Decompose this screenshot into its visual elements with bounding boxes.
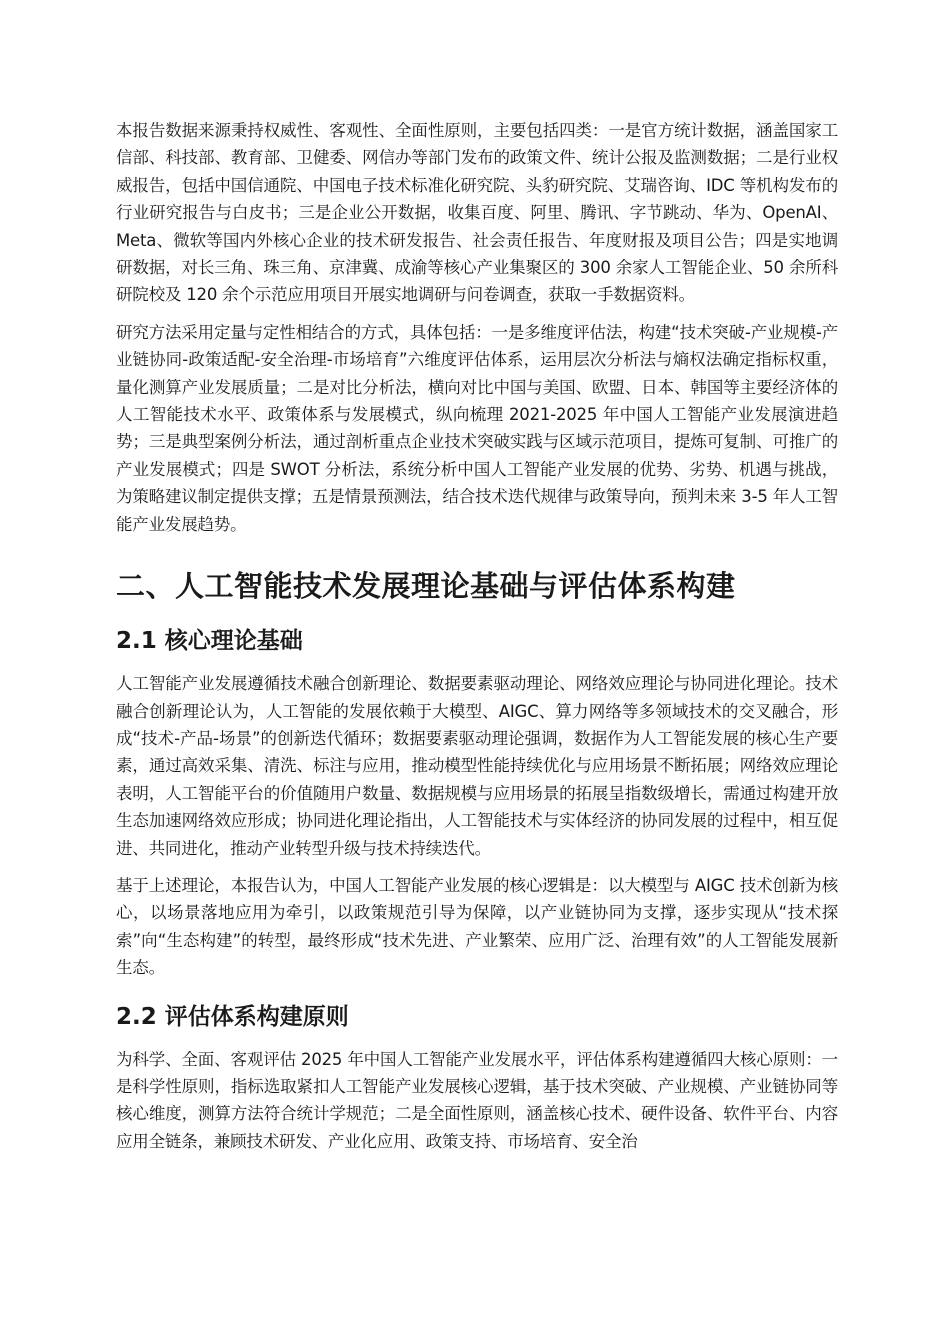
section-2-1-paragraph-theories: 人工智能产业发展遵循技术融合创新理论、数据要素驱动理论、网络效应理论与协同进化理论。技术融合创新理论认为，人工智能的发展依赖于大模型、AIGC、算力网络等多领域技术的交叉融合，形成“技术-产品-场景”的创新迭代循环；数据要素驱动理论强调，数据作为人工智能发展的核心生产要素，通过高效采集、清洗、标注与应用，推动模型性能持续优化与应用场景不断拓展；网络效应理论表明，人工智能平台的价值随用户数量、数据规模与应用场景的拓展呈指数级增长，需通过构建开放生态加速网络效应形成；协同进化理论指出，人工智能技术与实体经济的协同发展的过程中，相互促进、共同进化，推动产业转型升级与技术持续迭代。 bbox=[116, 674, 838, 858]
intro-paragraph-data-sources: 本报告数据来源秉持权威性、客观性、全面性原则，主要包括四类：一是官方统计数据，涵盖国家工信部、科技部、教育部、卫健委、网信办等部门发布的政策文件、统计公报及监测数据；二是行业权威报告，包括中国信通院、中国电子技术标准化研究院、头豹研究院、艾瑞咨询、IDC 等机构发布的行业研究报告与白皮书；三是企业公开数据，收集百度、阿里、腾讯、字节跳动、华为、OpenAI、Meta、微软等国内外核心企业的技术研发报告、社会责任报告、年度财报及项目公告；四是实地调研数据，对长三角、珠三角、京津冀、成渝等核心产业集聚区的 300 余家人工智能企业、50 余所科研院校及 120 余个示范应用项目开展实地调研与问卷调查，获取一手数据资料。 bbox=[116, 121, 838, 305]
intro-paragraph-research-methods: 研究方法采用定量与定性相结合的方式，具体包括：一是多维度评估法，构建“技术突破-产业规模-产业链协同-政策适配-安全治理-市场培育”六维度评估体系，运用层次分析法与熵权法确定指标权重，量化测算产业发展质量；二是对比分析法，横向对比中国与美国、欧盟、日本、韩国等主要经济体的人工智能技术水平、政策体系与发展模式，纵向梳理 2021-2025 年中国人工智能产业发展演进趋势；三是典型案例分析法，通过剖析重点企业技术突破实践与区域示范项目，提炼可复制、可推广的产业发展模式；四是 SWOT 分析法，系统分析中国人工智能产业发展的优势、劣势、机遇与挑战，为策略建议制定提供支撑；五是情景预测法，结合技术迭代规律与政策导向，预判未来 3-5 年人工智能产业发展趋势。 bbox=[116, 322, 838, 534]
chapter-heading: 二、人工智能技术发展理论基础与评估体系构建 bbox=[116, 569, 736, 604]
section-2-1-paragraph-core-logic: 基于上述理论，本报告认为，中国人工智能产业发展的核心逻辑是：以大模型与 AIGC 技术创新为核心，以场景落地应用为牵引，以政策规范引导为保障，以产业链协同为支撑，逐步实现从“技术探索”向“生态构建”的转型，最终形成“技术先进、产业繁荣、应用广泛、治理有效”的人工智能发展新生态。 bbox=[116, 875, 838, 978]
document-page bbox=[116, 117, 838, 1165]
section-2-2-paragraph-principles: 为科学、全面、客观评估 2025 年中国人工智能产业发展水平，评估体系构建遵循四大核心原则：一是科学性原则，指标选取紧扣人工智能产业发展核心逻辑，基于技术突破、产业规模、产业链协同等核心维度，测算方法符合统计学规范；二是全面性原则，涵盖核心技术、硬件设备、软件平台、内容应用全链条，兼顾技术研发、产业化应用、政策支持、市场培育、安全治 bbox=[116, 1049, 838, 1151]
section-heading-2-2: 2.2 评估体系构建原则 bbox=[116, 1003, 349, 1030]
section-heading-2-1: 2.1 核心理论基础 bbox=[116, 628, 303, 655]
